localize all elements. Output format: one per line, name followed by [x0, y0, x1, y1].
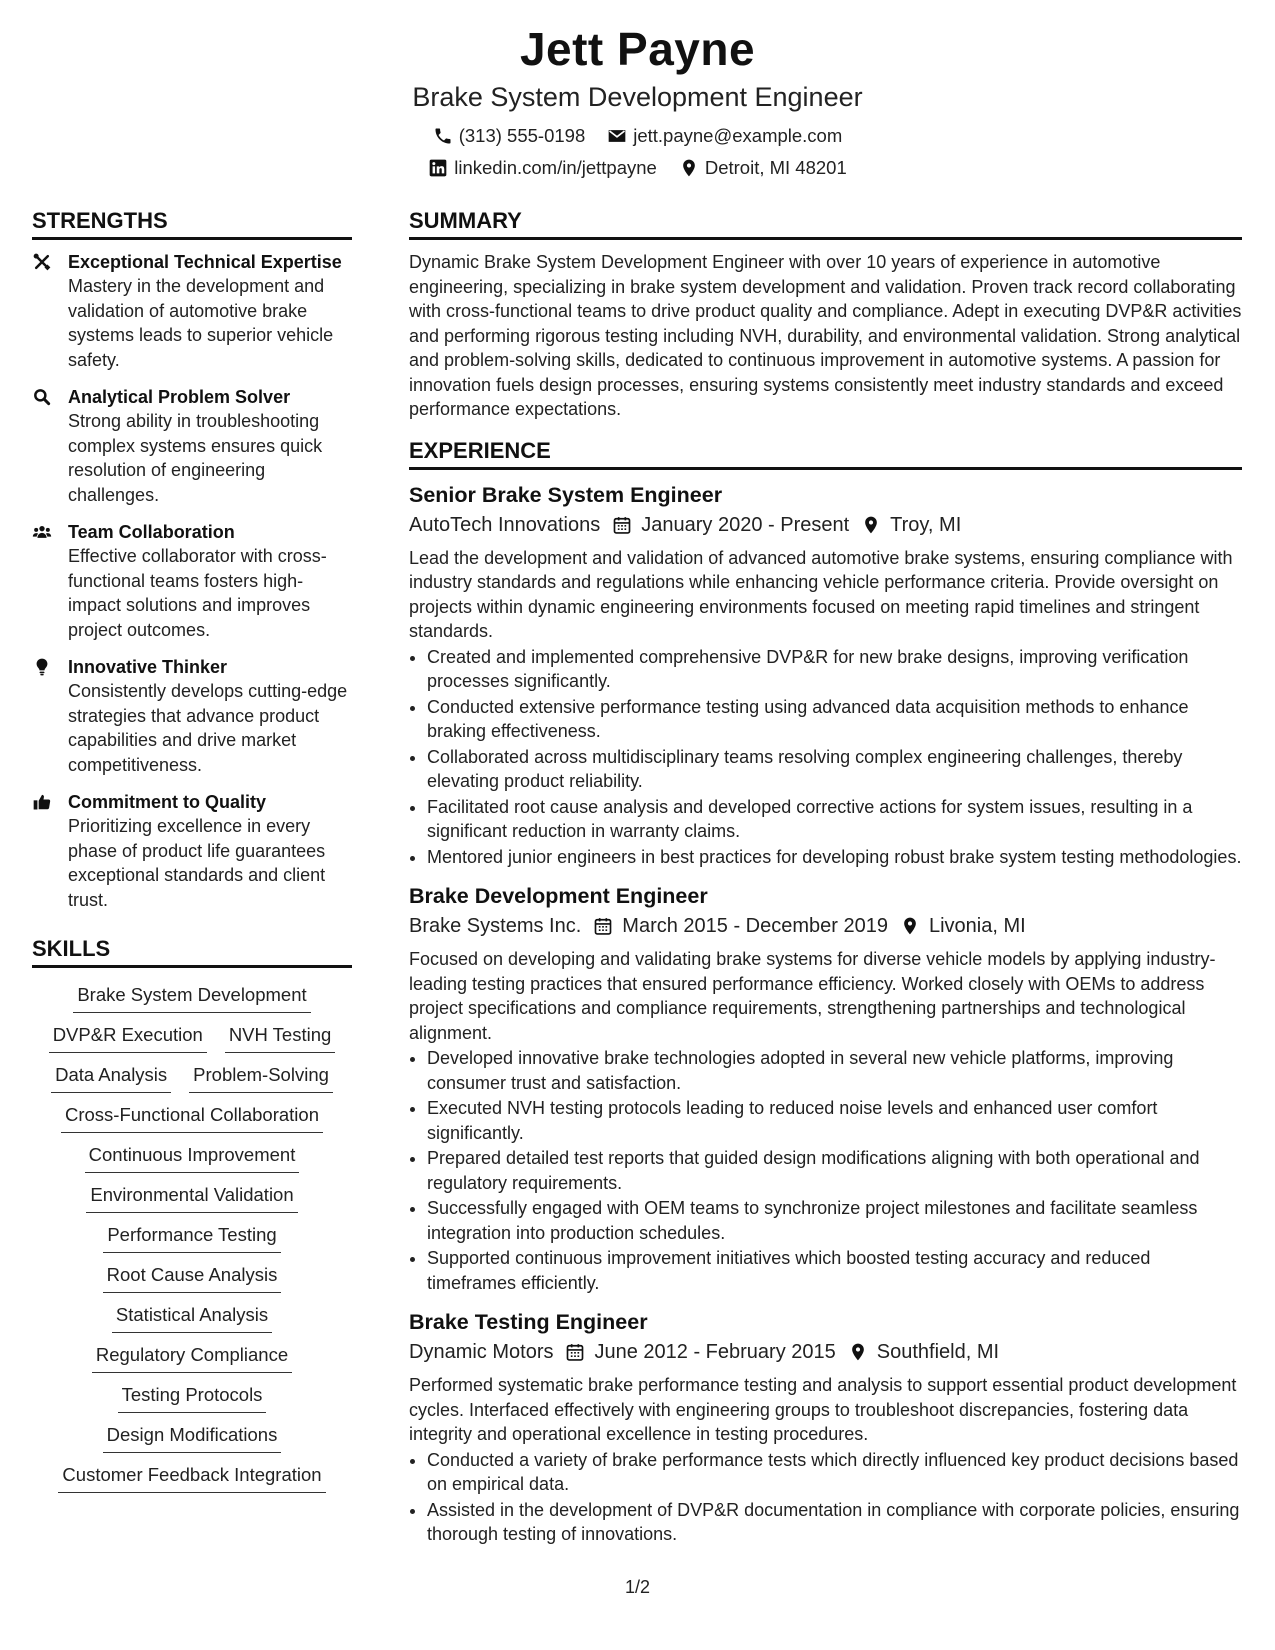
job-dates-text: January 2020 - Present — [641, 513, 850, 536]
job-title: Brake Development Engineer — [409, 884, 708, 908]
strengths-list — [32, 250, 352, 912]
summary-heading: SUMMARY — [409, 206, 1242, 240]
strength-item — [32, 655, 352, 777]
skill-tag: Testing Protocols — [118, 1382, 267, 1413]
job-bullet: • Developed innovative brake technologies adopted in several new vehicle platforms, improving consumer trust and satisfaction. — [427, 1046, 1242, 1095]
job-location — [900, 911, 1026, 941]
job-title: Senior Brake System Engineer — [409, 482, 723, 507]
skill-tag: Continuous Improvement — [85, 1142, 300, 1173]
strength-item — [32, 790, 352, 912]
skill-tag: Statistical Analysis — [112, 1302, 272, 1333]
strength-desc: Effective collaborator with cross-functional teams fosters high-impact solutions and improves project outcomes. — [68, 546, 327, 640]
contact-phone — [433, 120, 586, 152]
location-text: Detroit, MI 48201 — [704, 157, 847, 178]
job-location-text: Southfield, MI — [876, 1341, 1000, 1363]
strength-item — [32, 385, 352, 507]
skills-list — [32, 978, 352, 1493]
skill-tag: Problem-Solving — [189, 1062, 333, 1093]
job-bullet: • Created and implemented comprehensive DVP&R for new brake designs, improving verification processes significantly. — [427, 645, 1242, 694]
tools-icon — [32, 252, 52, 272]
strength-item — [32, 250, 352, 372]
lightbulb-icon — [32, 657, 52, 677]
job-company: Dynamic Motors — [409, 1341, 554, 1363]
job-bullets — [409, 645, 1242, 870]
strength-item — [32, 520, 352, 642]
map-pin-icon — [848, 1342, 868, 1362]
calendar-icon — [593, 916, 613, 936]
job-description: Performed systematic brake performance testing and analysis to support essential product development cycles. Interfaced effectively with engineering groups to troubleshoot discrepancies, fostering data integrity and operational excellence in testing procedures. — [409, 1375, 1237, 1444]
job-bullet: • Facilitated root cause analysis and developed corrective actions for system issues, resulting in a significant reduction in warranty claims. — [427, 795, 1242, 844]
skill-tag: Brake System Development — [73, 982, 310, 1013]
search-icon — [32, 387, 52, 407]
job-entry — [409, 881, 1242, 1295]
strength-title: Exceptional Technical Expertise — [68, 252, 342, 272]
contact-linkedin[interactable] — [428, 152, 657, 184]
job-dates-text: June 2012 - February 2015 — [594, 1341, 836, 1363]
calendar-icon — [565, 1342, 585, 1362]
job-location-text: Troy, MI — [890, 513, 962, 536]
map-pin-icon — [861, 515, 881, 535]
phone-text: (313) 555-0198 — [458, 125, 586, 146]
skill-tag: NVH Testing — [225, 1022, 335, 1053]
contact-row-1 — [0, 120, 1275, 152]
strength-desc: Consistently develops cutting-edge strategies that advance product capabilities and drive market competitiveness. — [68, 681, 348, 775]
email-text: jett.payne@example.com — [633, 125, 843, 146]
job-bullet: • Supported continuous improvement initiatives which boosted testing accuracy and reduced timeframes efficiently. — [427, 1246, 1242, 1295]
skill-tag: DVP&R Execution — [49, 1022, 207, 1053]
job-meta — [409, 911, 1242, 941]
left-column — [32, 206, 352, 1493]
linkedin-text: linkedin.com/in/jettpayne — [454, 157, 657, 178]
skill-tag: Design Modifications — [103, 1422, 282, 1453]
job-location — [861, 510, 961, 540]
job-meta — [409, 510, 1242, 540]
map-pin-icon — [679, 158, 699, 178]
skill-tag: Data Analysis — [51, 1062, 171, 1093]
job-bullet: • Executed NVH testing protocols leading to reduced noise levels and enhanced user comfort significantly. — [427, 1096, 1242, 1145]
users-icon — [32, 522, 52, 542]
strength-title: Analytical Problem Solver — [68, 387, 291, 407]
contact-location — [679, 152, 847, 184]
strength-desc: Strong ability in troubleshooting complex systems ensures quick resolution of engineering challenges. — [68, 411, 323, 505]
thumbs-up-icon — [32, 792, 52, 812]
job-bullet: • Successfully engaged with OEM teams to synchronize project milestones and facilitate seamless integration into production schedules. — [427, 1196, 1242, 1245]
job-bullet: • Collaborated across multidisciplinary teams resolving complex engineering challenges, thereby elevating product reliability. — [427, 745, 1242, 794]
contact-row-2 — [0, 152, 1275, 184]
contact-email[interactable] — [607, 120, 842, 152]
skill-tag: Performance Testing — [103, 1222, 280, 1253]
candidate-role: Brake System Development Engineer — [412, 82, 863, 112]
strength-title: Team Collaboration — [68, 522, 235, 542]
strengths-heading: STRENGTHS — [32, 206, 352, 240]
map-pin-icon — [900, 916, 920, 936]
skills-heading: SKILLS — [32, 934, 352, 968]
job-meta — [409, 1337, 1242, 1367]
job-location — [848, 1337, 999, 1367]
job-bullet: • Conducted a variety of brake performance tests which directly influenced key product decisions based on empirical data. — [427, 1448, 1242, 1497]
linkedin-icon — [428, 158, 448, 178]
strength-title: Innovative Thinker — [68, 657, 228, 677]
job-entry — [409, 1307, 1242, 1547]
job-bullets — [409, 1448, 1242, 1547]
phone-icon — [433, 126, 453, 146]
job-bullet: • Conducted extensive performance testing using advanced data acquisition methods to enhance braking effectiveness. — [427, 695, 1242, 744]
candidate-name: Jett Payne — [519, 23, 756, 75]
job-location-text: Livonia, MI — [928, 915, 1026, 937]
job-bullet: • Assisted in the development of DVP&R documentation in compliance with corporate policies, ensuring thorough testing of innovations. — [427, 1498, 1242, 1547]
job-description: Lead the development and validation of advanced automotive brake systems, ensuring compliance with industry standards and regulations while enhancing vehicle performance criteria. Provide oversight on projects within dynamic engineering environments focused on meeting rapid timelines and stringent standards. — [409, 547, 1233, 641]
job-bullet: • Mentored junior engineers in best practices for developing robust brake system testing methodologies. — [427, 845, 1242, 870]
skill-tag: Environmental Validation — [86, 1182, 297, 1213]
job-description: Focused on developing and validating brake systems for diverse vehicle models by applying industry-leading testing practices that ensured performance efficiency. Worked closely with OEMs to address project specifications and compliance requirements, strengthening partnerships and technological alignment. — [409, 949, 1216, 1043]
strength-desc: Mastery in the development and validation of automotive brake systems leads to superior vehicle safety. — [68, 276, 334, 370]
envelope-icon — [607, 126, 627, 146]
job-bullets — [409, 1046, 1242, 1295]
skill-tag: Cross-Functional Collaboration — [61, 1102, 323, 1133]
calendar-icon — [612, 515, 632, 535]
job-bullet: • Prepared detailed test reports that guided design modifications aligning with both operational and regulatory requirements. — [427, 1146, 1242, 1195]
skill-tag: Root Cause Analysis — [103, 1262, 282, 1293]
experience-heading: EXPERIENCE — [409, 436, 1242, 470]
strength-desc: Prioritizing excellence in every phase of product life guarantees exceptional standards and client trust. — [68, 816, 326, 910]
job-dates — [612, 510, 849, 540]
job-title: Brake Testing Engineer — [409, 1310, 648, 1334]
summary-text: Dynamic Brake System Development Engineer with over 10 years of experience in automotive engineering, specializing in brake system development and validation. Proven track record collaborating with cross-functional teams to drive product quality and compliance. Adept in executing DVP&R activities and performing rigorous testing including NVH, durability, and environmental validation. Strong analytical and problem-solving skills, dedicated to continuous improvement in automotive systems. A passion for innovation fuels design processes, ensuring systems consistently meet industry standards and exceed performance expectations. — [409, 252, 1242, 419]
page-number: 1/2 — [624, 1577, 651, 1597]
skill-tag: Regulatory Compliance — [92, 1342, 292, 1373]
job-dates — [593, 911, 888, 941]
job-dates — [565, 1337, 835, 1367]
strength-title: Commitment to Quality — [68, 792, 267, 812]
job-dates-text: March 2015 - December 2019 — [622, 915, 888, 937]
skill-tag: Customer Feedback Integration — [58, 1462, 325, 1493]
job-entry — [409, 480, 1242, 870]
resume-header — [0, 20, 1275, 184]
job-company: AutoTech Innovations — [409, 513, 601, 536]
job-company: Brake Systems Inc. — [409, 915, 582, 937]
right-column — [409, 206, 1242, 1559]
